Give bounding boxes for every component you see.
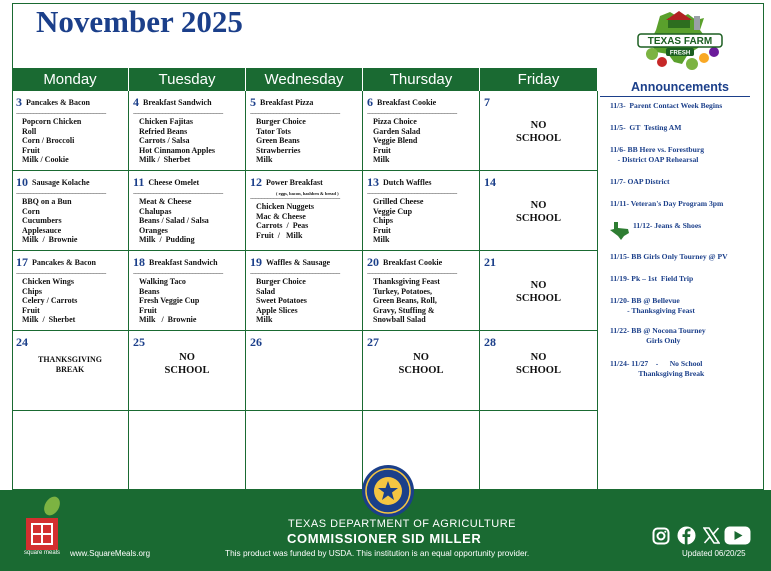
calendar-day-cell [363, 91, 480, 171]
divider: ------------------------------------------------------------ [16, 271, 106, 277]
no-school-note: NO SCHOOL [516, 352, 561, 376]
announcements-title: Announcements [631, 80, 729, 94]
calendar-day-cell [12, 91, 129, 171]
calendar-day-cell [129, 91, 246, 171]
calendar-day-cell [363, 331, 480, 411]
day-number: 6 [367, 95, 373, 109]
day-header-monday: Monday [12, 68, 129, 91]
texas-map-icon [610, 222, 630, 240]
instagram-icon[interactable] [652, 527, 670, 545]
breakfast-detail: ( eggs, bacon, hashbrn & bread ) [276, 191, 339, 196]
day-number: 4 [133, 95, 139, 109]
breakfast-item: Power Breakfast [266, 178, 323, 187]
day-number: 11 [133, 175, 145, 189]
breakfast-item: Breakfast Pizza [260, 98, 314, 107]
day-number: 21 [484, 255, 496, 269]
empty-cell [246, 411, 363, 490]
no-school-note: NO SCHOOL [164, 352, 210, 376]
empty-cell [480, 411, 598, 490]
day-number: 28 [484, 335, 496, 349]
footer-updated-date: Updated 06/20/25 [682, 549, 746, 558]
day-number: 25 [133, 335, 145, 349]
lunch-menu: Pizza Choice Garden Salad Veggie Blend Fruit Milk [373, 117, 421, 165]
announcement-item: 11/24- 11/27 - No School Thanksgiving Break [610, 359, 705, 378]
logo-brand-text: TEXAS FARM [647, 36, 713, 47]
breakfast-item: Sausage Kolache [32, 178, 90, 187]
no-school-note: NO SCHOOL [516, 120, 561, 144]
divider: ------------------------------------------------------------ [16, 111, 106, 117]
day-number: 27 [367, 335, 379, 349]
footer-url[interactable]: www.SquareMeals.org [70, 549, 151, 558]
breakfast-item: Breakfast Sandwich [149, 258, 218, 267]
footer-commissioner: COMMISSIONER SID MILLER [287, 531, 482, 546]
divider: ------------------------------------------------------------ [367, 111, 457, 117]
calendar-day-cell [363, 171, 480, 251]
empty-cell [12, 411, 129, 490]
no-school-note: NO SCHOOL [516, 200, 561, 224]
calendar-day-cell [480, 331, 598, 411]
announcement-item: 11/6- BB Here vs. Forestburg - District OAP Rehearsal [610, 145, 705, 164]
calendar-day-cell [129, 251, 246, 331]
day-header-wednesday: Wednesday [246, 68, 363, 91]
day-number: 24 [16, 335, 28, 349]
x-twitter-icon[interactable] [703, 527, 720, 544]
footer-funding-statement: This product was funded by USDA. This institution is an equal opportunity provider. [225, 548, 530, 558]
divider: ------------------------------------------------------------ [16, 191, 106, 197]
announcement-item: 11/19- Pk – 1st Field Trip [610, 274, 694, 283]
lunch-menu: Chicken Fajitas Refried Beans Carrots / Salsa Hot Cinnamon Apples Milk / Sherbet [139, 117, 216, 165]
day-header-thursday: Thursday [363, 68, 480, 91]
calendar-day-cell [12, 331, 129, 411]
day-number: 12 [250, 175, 262, 189]
lunch-menu: Popcorn Chicken Roll Corn / Broccoli Fruit Milk / Cookie [22, 117, 82, 165]
divider: ------------------------------------------------------------ [367, 271, 457, 277]
youtube-icon[interactable] [724, 526, 751, 545]
breakfast-item: Breakfast Sandwich [143, 98, 212, 107]
calendar-day-cell [480, 91, 598, 171]
day-number: 3 [16, 95, 22, 109]
calendar-day-cell [480, 251, 598, 331]
tda-seal [361, 464, 415, 518]
divider: ------------------------------------------------------------ [133, 191, 223, 197]
lunch-menu: BBQ on a Bun Corn Cucumbers Applesauce Milk / Brownie [22, 197, 78, 245]
day-number: 7 [484, 95, 490, 109]
calendar-day-cell [129, 171, 246, 251]
day-number: 10 [16, 175, 28, 189]
day-number: 26 [250, 335, 262, 349]
holiday-note: THANKSGIVING BREAK [37, 355, 102, 374]
calendar-day-cell [246, 91, 363, 171]
announcement-item: 11/20- BB @ Bellevue - Thanksgiving Feast [610, 296, 695, 315]
footer-agency: TEXAS DEPARTMENT OF AGRICULTURE [288, 518, 516, 530]
facebook-icon[interactable] [677, 526, 696, 545]
square-meals-logo [24, 496, 66, 558]
calendar-day-cell [12, 251, 129, 331]
no-school-note: NO SCHOOL [516, 280, 561, 304]
day-number: 17 [16, 255, 28, 269]
divider: ------------------------------------------------------------ [250, 111, 340, 117]
calendar-day-cell [246, 171, 363, 251]
day-number: 14 [484, 175, 496, 189]
empty-cell [129, 411, 246, 490]
lunch-menu: Walking Taco Beans Fresh Veggie Cup Fruit Milk / Brownie [139, 277, 200, 325]
calendar-day-cell [246, 251, 363, 331]
texas-farm-fresh-logo [630, 8, 730, 76]
day-number: 19 [250, 255, 262, 269]
breakfast-item: Breakfast Cookie [377, 98, 437, 107]
calendar-day-cell [363, 251, 480, 331]
divider: ------------------------------------------------------------ [250, 196, 340, 202]
page-title: November 2025 [36, 4, 243, 39]
breakfast-item: Pancakes & Bacon [32, 258, 96, 267]
announcement-item: 11/12- Jeans & Shoes [633, 221, 702, 230]
lunch-menu: Burger Choice Salad Sweet Potatoes Apple Slices Milk [256, 277, 307, 325]
day-number: 20 [367, 255, 379, 269]
announcement-item: 11/3- Parent Contact Week Begins [610, 101, 723, 110]
calendar-day-cell [129, 331, 246, 411]
announcements-underline [600, 96, 750, 97]
breakfast-item: Breakfast Cookie [383, 258, 443, 267]
lunch-menu: Meat & Cheese Chalupas Beans / Salad / Salsa Oranges Milk / Pudding [139, 197, 209, 245]
calendar-day-cell [246, 331, 363, 411]
announcement-item: 11/5- GT Testing AM [610, 123, 682, 132]
lunch-menu: Chicken Wings Chips Celery / Carrots Fruit Milk / Sherbet [22, 277, 78, 325]
square-meals-text: square meals [24, 550, 61, 556]
breakfast-item: Dutch Waffles [383, 178, 432, 187]
lunch-menu: Burger Choice Tator Tots Green Beans Strawberries Milk [256, 117, 306, 165]
lunch-menu: Thanksgiving Feast Turkey, Potatoes, Green Beans, Roll, Gravy, Stuffing & Snowball Salad [373, 277, 440, 325]
logo-sub-text: FRESH [669, 50, 691, 57]
no-school-note: NO SCHOOL [398, 352, 444, 376]
lunch-menu: Chicken Nuggets Mac & Cheese Carrots / Peas Fruit / Milk [256, 202, 315, 240]
day-number: 18 [133, 255, 145, 269]
divider: ------------------------------------------------------------ [133, 111, 223, 117]
breakfast-item: Waffles & Sausage [266, 258, 330, 267]
lunch-menu: Grilled Cheese Veggie Cup Chips Fruit Milk [373, 197, 424, 245]
divider: ------------------------------------------------------------ [250, 271, 340, 277]
announcement-item: 11/11- Veteran's Day Program 3pm [610, 199, 724, 208]
divider: ------------------------------------------------------------ [367, 191, 457, 197]
breakfast-item: Cheese Omelet [148, 178, 200, 187]
divider: ------------------------------------------------------------ [133, 271, 223, 277]
day-header-friday: Friday [480, 68, 598, 91]
breakfast-item: Pancakes & Bacon [26, 98, 90, 107]
announcement-item: 11/7- OAP District [610, 177, 670, 186]
announcement-item: 11/22- BB @ Nocona Tourney Girls Only [610, 326, 706, 345]
day-header-tuesday: Tuesday [129, 68, 246, 91]
calendar-day-cell [12, 171, 129, 251]
announcement-item: 11/15- BB Girls Only Tourney @ PV [610, 252, 728, 261]
day-number: 13 [367, 175, 379, 189]
calendar-day-cell [480, 171, 598, 251]
day-number: 5 [250, 95, 256, 109]
